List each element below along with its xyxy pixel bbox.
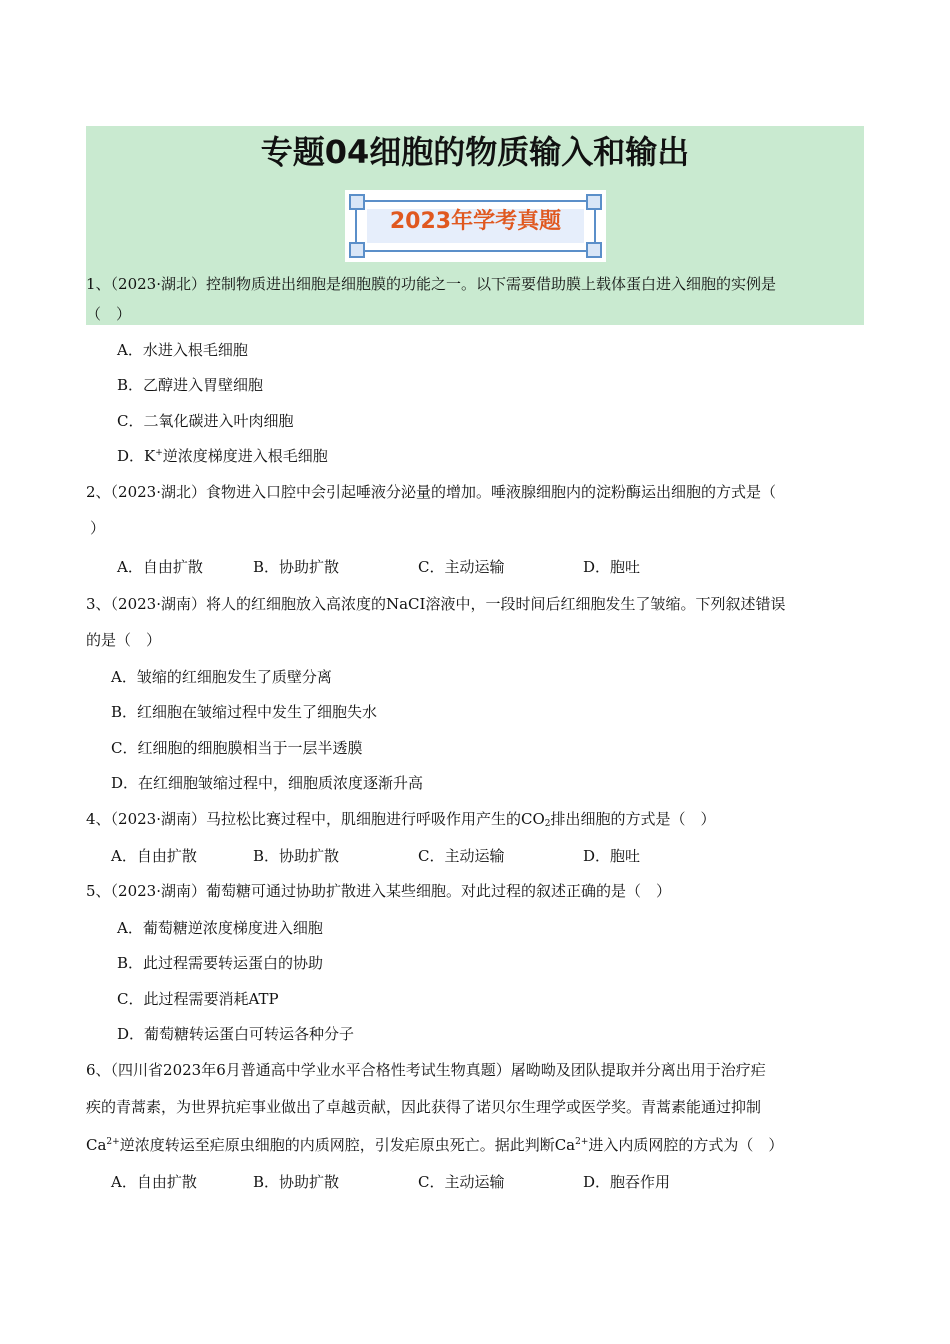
q5-option-b: B．此过程需要转运蛋白的协助 [117,954,324,972]
q3-option-d: D．在红细胞皱缩过程中，细胞质浓度逐渐升高 [111,774,424,792]
q5-stem: 5、（2023·湖南）葡萄糖可通过协助扩散进入某些细胞。对此过程的叙述正确的是（ ） [86,882,671,900]
q2-stem-line2: ） [90,519,106,537]
q4-option-c: C．主动运输 [418,847,505,865]
q4-option-a: A．自由扩散 [111,847,197,865]
q6-line3-part3: 进入内质网腔的方式为（ ） [588,1136,784,1154]
q2-option-b: B．协助扩散 [253,558,340,576]
q1-option-a: A．水进入根毛细胞 [117,341,248,359]
q6-stem-line1: 6、（四川省2023年6月普通高中学业水平合格性考试生物真题）屠呦呦及团队提取并分离出用于治疗疟 [86,1061,766,1079]
corner-decoration-icon [349,242,365,258]
q3-stem-line2: 的是（ ） [86,631,162,649]
q6-line3-sup2: 2+ [575,1137,589,1147]
q5-option-d: D．葡萄糖转运蛋白可转运各种分子 [117,1025,355,1043]
q6-option-c: C．主动运输 [418,1173,505,1191]
q3-option-c: C．红细胞的细胞膜相当于一层半透膜 [111,739,363,757]
q3-option-a: A．皱缩的红细胞发生了质壁分离 [111,668,332,686]
q6-stem-line3 [86,1134,783,1156]
q5-option-c: C．此过程需要消耗ATP [117,990,279,1008]
badge-label: 2023年学考真题 [389,209,562,234]
q6-line3-part2: 逆浓度转运至疟原虫细胞的内质网腔，引发疟原虫死亡。据此判断Ca [119,1136,576,1154]
q4-option-b: B．协助扩散 [253,847,340,865]
q2-option-c: C．主动运输 [418,558,505,576]
q5-option-a: A．葡萄糖逆浓度梯度进入细胞 [117,919,323,937]
q1-option-c: C．二氧化碳进入叶肉细胞 [117,412,294,430]
q4-stem-sub: 2 [544,819,551,829]
q1-option-d [117,445,328,467]
q2-stem-line1: 2、（2023·湖北）食物进入口腔中会引起唾液分泌量的增加。唾液腺细胞内的淀粉酶运出细胞的方式是（ [86,483,776,501]
q2-option-a: A．自由扩散 [117,558,203,576]
q1-stem-line2: （ ） [86,305,132,323]
q1-option-d-sup: + [155,448,163,458]
q6-line3-sup1: 2+ [106,1137,120,1147]
section-badge [345,190,606,262]
q1-option-b: B．乙醇进入胃壁细胞 [117,376,264,394]
q1-option-d-suffix: 逆浓度梯度进入根毛细胞 [162,447,328,465]
page-title: 专题04细胞的物质输入和输出 [260,133,690,171]
q6-stem-line2: 疾的青蒿素，为世界抗疟事业做出了卓越贡献，因此获得了诺贝尔生理学或医学奖。青蒿素能通过抑制 [86,1098,762,1116]
q4-stem-prefix: 4、（2023·湖南）马拉松比赛过程中，肌细胞进行呼吸作用产生的CO [86,810,545,828]
q4-stem [86,808,716,830]
q6-option-a: A．自由扩散 [111,1173,197,1191]
q6-option-b: B．协助扩散 [253,1173,340,1191]
q1-stem-line1: 1、（2023·湖北）控制物质进出细胞是细胞膜的功能之一。以下需要借助膜上载体蛋白进入细胞的实例是 [86,275,776,293]
q4-option-d: D．胞吐 [583,847,641,865]
q6-option-d: D．胞吞作用 [583,1173,671,1191]
q1-option-d-prefix: D．K [117,447,156,465]
corner-decoration-icon [586,242,602,258]
q3-option-b: B．红细胞在皱缩过程中发生了细胞失水 [111,703,378,721]
q6-line3-part1: Ca [86,1136,107,1154]
q2-option-d: D．胞吐 [583,558,641,576]
q4-stem-suffix: 排出细胞的方式是（ ） [550,810,716,828]
q3-stem-line1: 3、（2023·湖南）将人的红细胞放入高浓度的NaCI溶液中，一段时间后红细胞发生了皱缩。下列叙述错误 [86,595,786,613]
